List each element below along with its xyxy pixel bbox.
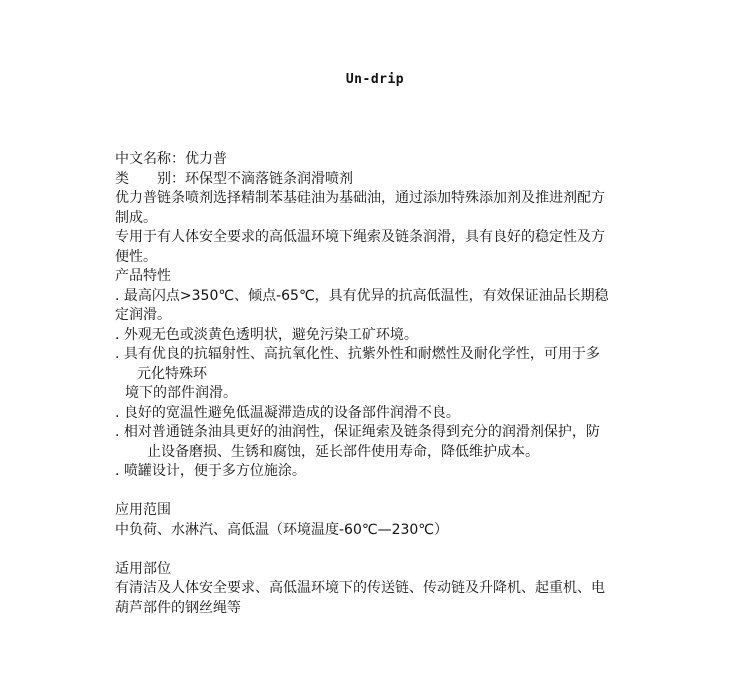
spacer xyxy=(115,482,645,502)
spacer xyxy=(115,540,645,560)
description-line-1a: 优力普链条喷剂选择精制苯基硅油为基础油，通过添加特殊添加剂及推进剂配方 xyxy=(115,190,605,206)
category-line: 类 别：环保型不滴落链条润滑喷剂 xyxy=(115,170,353,187)
scope-text: 中负荷、水淋汽、高低温（环境温度-60℃—230℃） xyxy=(115,521,449,538)
feature-1-line-a: . 最高闪点>350℃、倾点-65℃，具有优异的抗高低温性，有效保证油品长期稳 xyxy=(115,287,609,304)
description-line-1b: 制成。 xyxy=(115,209,157,226)
features-heading: 产品特性 xyxy=(115,268,171,284)
scope-heading: 应用范围 xyxy=(115,502,171,518)
feature-2: . 外观无色或淡黄色透明状，避免污染工矿环境。 xyxy=(115,326,418,343)
chinese-name-line: 中文名称：优力普 xyxy=(115,151,227,167)
feature-5-line-b: 止设备磨损、生锈和腐蚀，延长部件使用寿命，降低维护成本。 xyxy=(147,443,539,460)
feature-3-line-c: 境下的部件润滑。 xyxy=(125,385,237,401)
document-title: Un-drip xyxy=(345,72,405,87)
feature-1-line-b: 定润滑。 xyxy=(115,307,171,323)
description-line-2b: 便性。 xyxy=(115,248,157,265)
description-line-2a: 专用于有人体安全要求的高低温环境下绳索及链条润滑，具有良好的稳定性及方 xyxy=(115,229,605,245)
parts-text-line-b: 葫芦部件的钢丝绳等 xyxy=(115,599,241,616)
document-body xyxy=(115,150,645,618)
feature-4: . 良好的宽温性避免低温凝滞造成的设备部件润滑不良。 xyxy=(115,404,460,421)
feature-5-line-a: . 相对普通链条油具更好的油润性，保证绳索及链条得到充分的润滑剂保护，防 xyxy=(115,424,600,440)
feature-3-line-b: 元化特殊环 xyxy=(137,365,207,382)
parts-text-line-a: 有清洁及人体安全要求、高低温环境下的传送链、传动链及升降机、起重机、电 xyxy=(115,580,605,596)
feature-3-line-a: . 具有优良的抗辐射性、高抗氧化性、抗紫外性和耐燃性及耐化学性，可用于多 xyxy=(115,346,600,362)
feature-6: . 喷罐设计，便于多方位施涂。 xyxy=(115,463,306,479)
parts-heading: 适用部位 xyxy=(115,560,171,577)
